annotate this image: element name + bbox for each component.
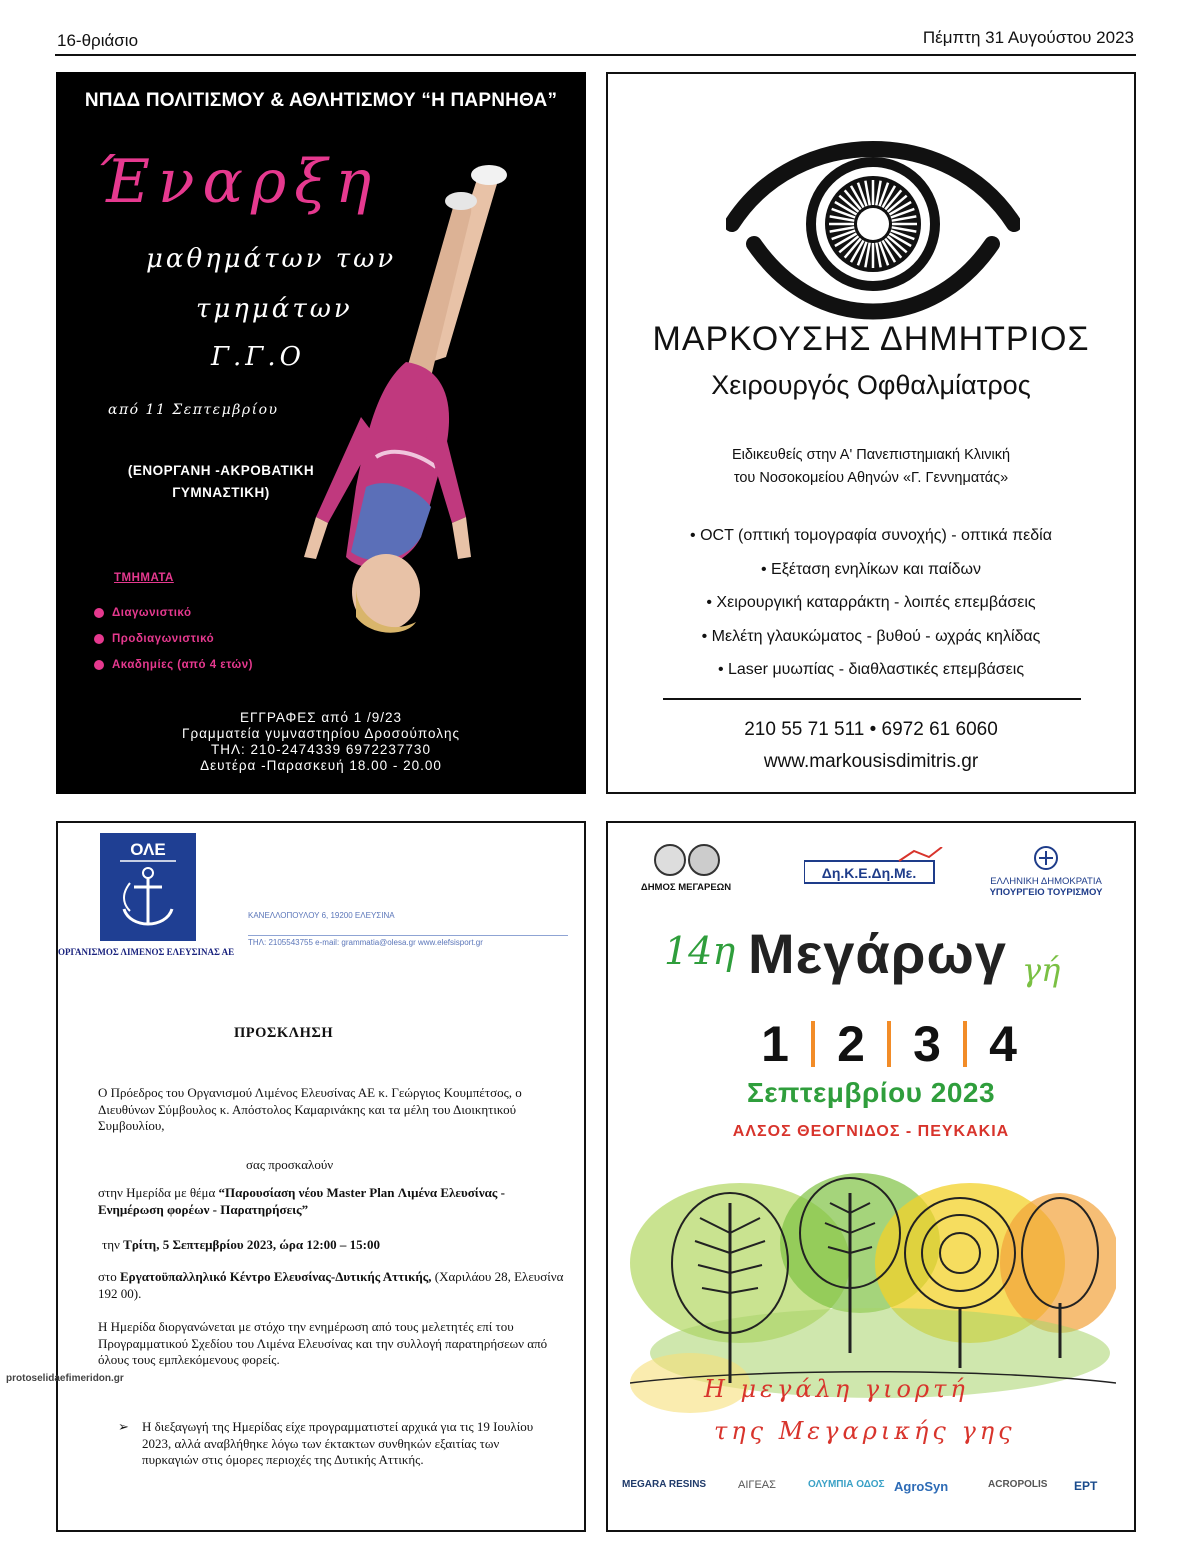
event-venue: Εργατοϋπαλληλικό Κέντρο Ελευσίνας-Δυτικής Αττικής, xyxy=(119,1269,432,1284)
ad-port-invitation xyxy=(56,821,586,1532)
festival-month: Σεπτεμβρίου 2023 xyxy=(746,1077,996,1108)
festival-edition: 14η xyxy=(664,929,736,973)
invitation-paragraph-1: Ο Πρόεδρος του Οργανισμού Λιμένος Ελευσίνας ΑΕ κ. Γεώργιος Κουμπέτσος, ο Διευθύνων Σύμβουλος κ. Απόστολος Καμαρινάκης και τα μέλη του Διοικητικού Συμβουλίου, xyxy=(98,1085,522,1133)
invitation-heading: ΠΡΟΣΚΛΗΣΗ xyxy=(234,1025,334,1041)
gym-phones: ΤΗΛ: 210-2474339 6972237730 xyxy=(211,742,431,757)
festival-slogan-1: Η μεγάλη γιορτή xyxy=(704,1375,969,1403)
page-number: 16-θριάσιο xyxy=(57,31,139,50)
date-separator xyxy=(804,1015,822,1065)
ad-gymnastics xyxy=(56,72,586,794)
list-item: • Μελέτη γλαυκώματος - βυθού - ωχράς κηλίδας xyxy=(701,627,1041,645)
festival-dates xyxy=(746,1015,1032,1073)
ministry-line-2: ΥΠΟΥΡΓΕΙΟ ΤΟΥΡΙΣΜΟΥ xyxy=(989,887,1103,898)
para-text: στην Ημερίδα με θέμα xyxy=(98,1185,219,1200)
doctor-name: ΜΑΡΚΟΥΣΗΣ ΔΗΜΗΤΡΙΟΣ xyxy=(652,320,1090,358)
para-text: (Χαριλάου 28, Ελευσίνα 192 00). xyxy=(98,1269,564,1301)
festival-name-suffix: γή xyxy=(1022,951,1061,989)
list-item xyxy=(94,626,253,652)
section-label: Ακαδημίες (από 4 ετών) xyxy=(112,659,253,671)
festival-venue: ΑΛΣΟΣ ΘΕΟΓΝΙΔΟΣ - ΠΕΥΚΑΚΙΑ xyxy=(732,1123,1010,1140)
dikedime-graphic xyxy=(804,847,944,887)
bullet-icon xyxy=(94,608,104,618)
section-label: Διαγωνιστικό xyxy=(112,607,192,619)
megara-caption: ΔΗΜΟΣ ΜΕΓΑΡΕΩΝ xyxy=(640,882,732,893)
invitation-paragraph-4 xyxy=(102,1237,380,1254)
svg-text:ΟΛΕ: ΟΛΕ xyxy=(130,840,166,859)
doctor-specialization xyxy=(608,444,1134,490)
ministry-line-1: ΕΛΛΗΝΙΚΗ ΔΗΜΟΚΡΑΤΙΑ xyxy=(990,876,1102,887)
trees-illustration xyxy=(630,1153,1116,1453)
gym-sections-heading: ΤΜΗΜΑΤΑ xyxy=(114,572,174,584)
page-date: Πέμπτη 31 Αυγούστου 2023 xyxy=(922,28,1134,47)
gym-registration-info xyxy=(96,710,546,774)
gym-subtitle-3: Γ.Γ.Ο xyxy=(211,342,305,372)
date-day: 4 xyxy=(989,1016,1017,1072)
date-separator xyxy=(880,1015,898,1065)
ad-ophthalmologist xyxy=(606,72,1136,794)
list-item: • OCT (οπτική τομογραφία συνοχής) - οπτικά πεδία xyxy=(690,527,1052,544)
page-header xyxy=(55,28,1136,56)
coins-icon xyxy=(626,843,746,877)
event-datetime: Τρίτη, 5 Σεπτεμβρίου 2023, ώρα 12:00 – 15:00 xyxy=(123,1237,380,1252)
gym-organization: ΝΠΔΔ ΠΟΛΙΤΙΣΜΟΥ & ΑΘΛΗΤΙΣΜΟΥ “Η ΠΑΡΝΗΘΑ” xyxy=(84,90,558,111)
festival-name: Μεγάρωγ xyxy=(748,922,1007,985)
date-day: 3 xyxy=(913,1016,941,1072)
para-text: στο xyxy=(98,1269,120,1284)
sponsor-olympia-odos: ΟΛΥΜΠΙΑ ΟΔΟΣ xyxy=(808,1479,885,1490)
specialization-line-1: Ειδικευθείς στην Α' Πανεπιστημιακή Κλινική xyxy=(731,447,1011,463)
gym-hours: Δευτέρα -Παρασκευή 18.00 - 20.00 xyxy=(200,758,442,773)
source-watermark: protoselidaefimeridon.gr xyxy=(6,1373,124,1384)
list-item: • Laser μυωπίας - διαθλαστικές επεμβάσεις xyxy=(717,661,1025,678)
gym-start-date: από 11 Σεπτεμβρίου xyxy=(108,402,279,418)
port-address: ΚΑΝΕΛΛΟΠΟΥΛΟΥ 6, 19200 ΕΛΕΥΣΙΝΑ xyxy=(248,911,395,920)
arrow-bullet-icon: ➢ xyxy=(118,1419,129,1434)
bullet-icon xyxy=(94,634,104,644)
list-item: • Εξέταση ενηλίκων και παίδων xyxy=(761,560,981,578)
specialization-line-2: του Νοσοκομείου Αθηνών «Γ. Γεννηματάς» xyxy=(733,470,1009,486)
sponsor-megara-resins: MEGARA RESINS xyxy=(622,1479,707,1490)
bullet-icon xyxy=(94,660,104,670)
gym-subtitle-2: τμημάτων xyxy=(196,294,353,324)
svg-text:Δη.Κ.Ε.Δη.Με.: Δη.Κ.Ε.Δη.Με. xyxy=(821,865,917,881)
sponsor-agrosyn: AgroSyn xyxy=(894,1479,949,1494)
invitation-paragraph-7 xyxy=(118,1419,558,1469)
doctor-title: Χειρουργός Οφθαλμίατρος xyxy=(711,370,1031,400)
gym-discipline-line-2: ΓΥΜΝΑΣΤΙΚΗ) xyxy=(172,485,270,500)
invitation-paragraph-3 xyxy=(98,1185,558,1218)
gym-discipline xyxy=(116,460,326,504)
para-text: Η διεξαγωγή της Ημερίδας είχε προγραμματιστεί αρχικά για τις 19 Ιουλίου 2023, αλλά αναβλήθηκε λόγω των έκτακτων συνθηκών εξαιτίας των πυρκαγιών στις όμορες περιοχές της Δυτικής Αττικής. xyxy=(142,1419,534,1467)
date-separator xyxy=(956,1015,974,1065)
gym-title: Έναρξη xyxy=(96,147,380,217)
doctor-phones: 210 55 71 511 • 6972 61 6060 xyxy=(744,719,998,740)
para-text: την xyxy=(102,1237,124,1252)
list-item xyxy=(94,652,253,678)
tourism-ministry-logo xyxy=(976,845,1116,898)
ad-festival xyxy=(606,821,1136,1532)
sponsor-ert: ΕΡΤ xyxy=(1074,1479,1098,1493)
section-label: Προδιαγωνιστικό xyxy=(112,633,215,645)
festival-slogan-2: της Μεγαρικής γης xyxy=(714,1417,1016,1445)
port-contact: ΤΗΛ: 2105543755 e-mail: grammatia@olesa.gr www.elefsisport.gr xyxy=(248,935,568,947)
eye-icon xyxy=(726,104,1020,326)
services-list xyxy=(608,519,1134,687)
gym-discipline-line-1: (ΕΝΟΡΓΑΝΗ -ΑΚΡΟΒΑΤΙΚΗ xyxy=(127,463,315,478)
date-day: 1 xyxy=(761,1016,789,1072)
list-item: • Χειρουργική καταρράκτη - λοιπές επεμβάσεις xyxy=(706,594,1036,611)
gymnast-illustration xyxy=(256,157,556,667)
gym-registration: ΕΓΓΡΑΦΕΣ από 1 /9/23 xyxy=(239,710,403,725)
invitation-paragraph-2: σας προσκαλούν xyxy=(246,1157,334,1172)
dikedime-logo xyxy=(804,847,944,892)
megara-municipality-logo xyxy=(626,843,746,893)
gym-sections-list xyxy=(94,600,253,678)
sponsor-acropolis: ACROPOLIS xyxy=(988,1479,1048,1490)
anchor-logo-icon xyxy=(100,833,196,941)
divider xyxy=(663,698,1081,700)
list-item xyxy=(94,600,253,626)
doctor-website: www.markousisdimitris.gr xyxy=(763,751,979,772)
invitation-paragraph-5 xyxy=(98,1269,568,1302)
invitation-paragraph-6: Η Ημερίδα διοργανώνεται με στόχο την ενημέρωση από τους μελετητές επί του Προγραμματικού Σχεδίου του Λιμένα Ελευσίνας και την συλλογή παρατηρήσεων από όλους τους εμπλεκόμενους φορείς. xyxy=(98,1319,548,1367)
sponsor-aigeas: ΑΙΓΕΑΣ xyxy=(738,1479,776,1491)
port-org-name: ΟΡΓΑΝΙΣΜΟΣ ΛΙΜΕΝΟΣ ΕΛΕΥΣΙΝΑΣ ΑΕ xyxy=(58,947,235,957)
event-topic: “Παρουσίαση νέου Master Plan Λιμένα Ελευσίνας - Ενημέρωση φορέων - Παρατηρήσεις” xyxy=(98,1185,505,1217)
date-day: 2 xyxy=(837,1016,865,1072)
gym-office: Γραμματεία γυμναστηρίου Δροσούπολης xyxy=(182,726,460,741)
greek-emblem-icon xyxy=(976,845,1116,871)
gym-subtitle-1: μαθημάτων των xyxy=(146,244,397,274)
